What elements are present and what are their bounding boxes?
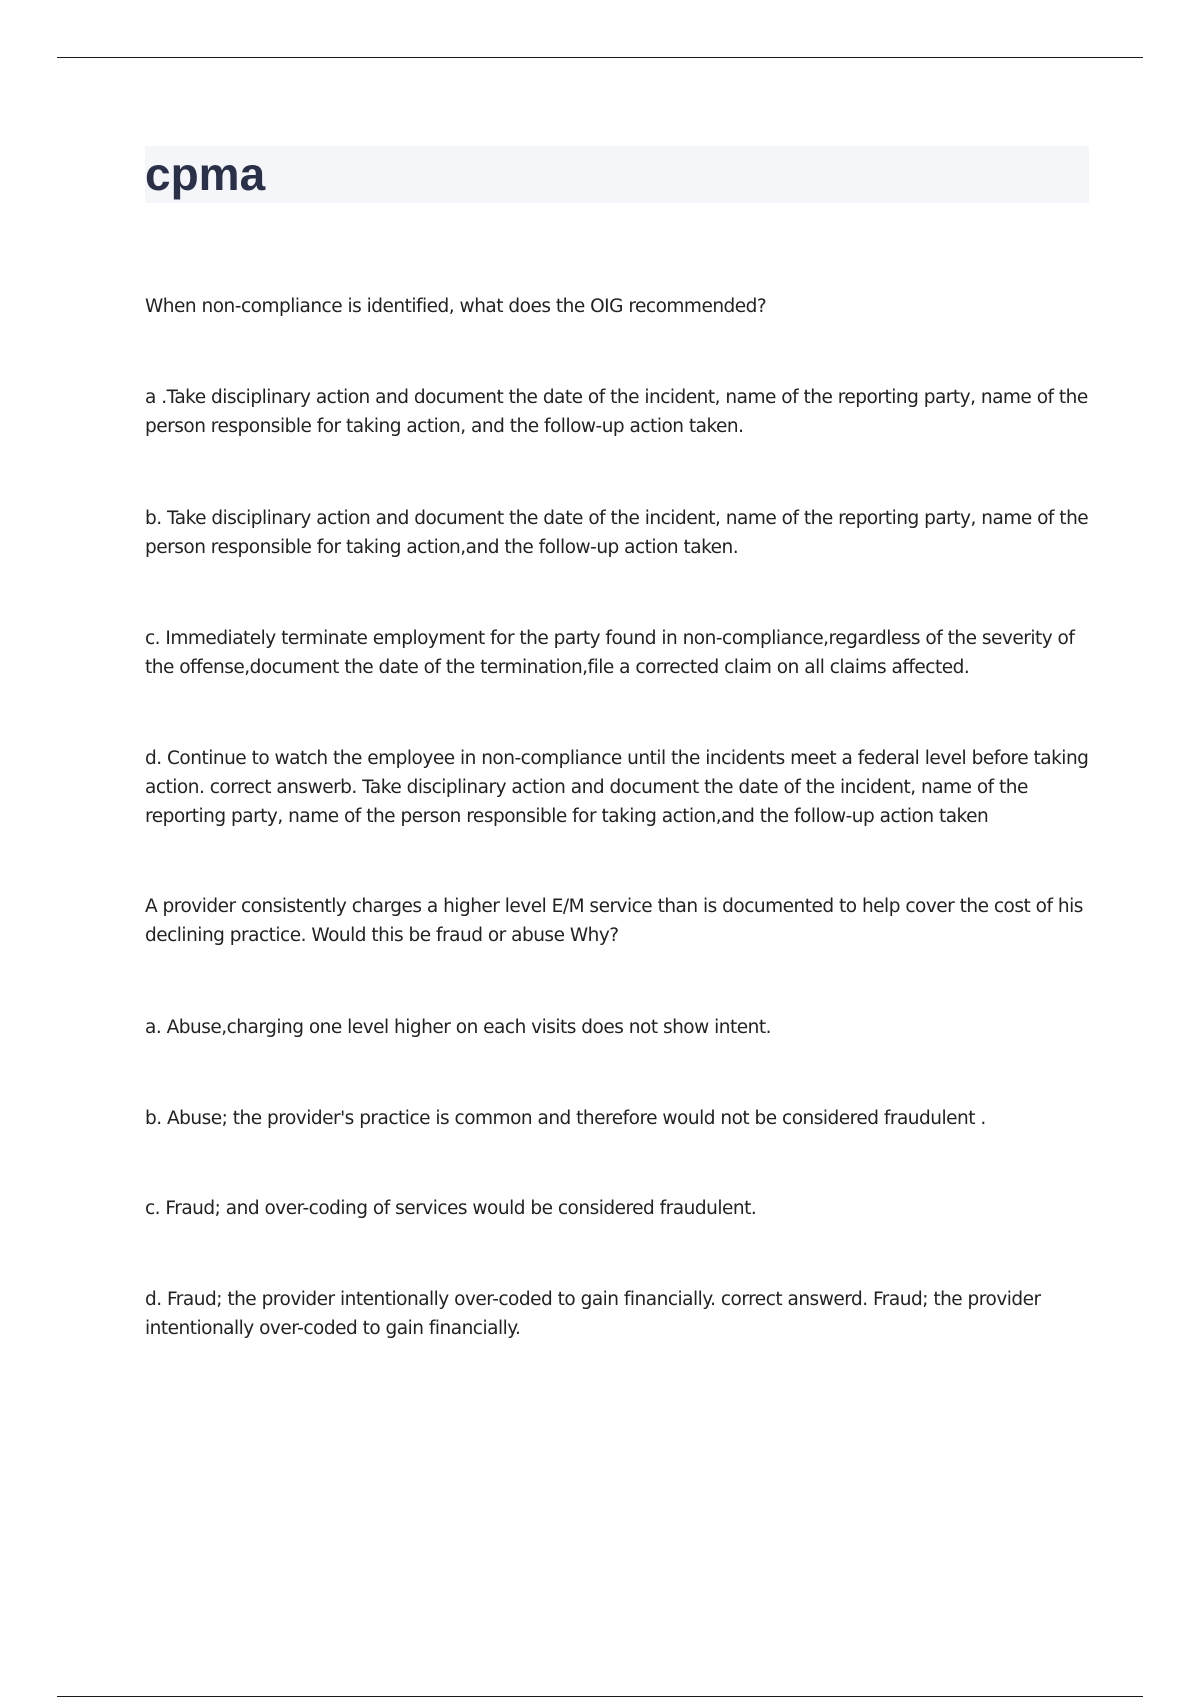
question-2-option-b: b. Abuse; the provider's practice is common and therefore would not be considered fraudulent . <box>145 1108 986 1129</box>
document-title: cpma <box>145 148 266 200</box>
question-1-option-c: c. Immediately terminate employment for the party found in non-compliance,regardless of the severity of the offense,document the date of the termination,file a corrected claim on all claims affected. <box>145 628 1075 678</box>
question-2-option-c: c. Fraud; and over-coding of services would be considered fraudulent. <box>145 1198 757 1219</box>
question-1-option-a: a .Take disciplinary action and document the date of the incident, name of the reporting party, name of the person responsible for taking action, and the follow-up action taken. <box>145 387 1088 437</box>
question-1: When non-compliance is identified, what does the OIG recommended? <box>145 296 767 317</box>
question-2-option-a: a. Abuse,charging one level higher on each visits does not show intent. <box>145 1017 772 1038</box>
question-2-option-d-answer: d. Fraud; the provider intentionally over-coded to gain financially. correct answerd. Fraud; the provider intentionally over-coded to gain financially. <box>145 1289 1041 1339</box>
question-1-option-d-answer: d. Continue to watch the employee in non-compliance until the incidents meet a federal level before taking action. correct answerb. Take disciplinary action and document the date of the incident, name of the reporting party, name of the person responsible for taking action,and the follow-up action taken <box>145 748 1089 827</box>
title-band <box>145 146 1089 203</box>
question-1-option-b: b. Take disciplinary action and document the date of the incident, name of the reporting party, name of the person responsible for taking action,and the follow-up action taken. <box>145 508 1089 558</box>
bottom-rule <box>57 1696 1143 1697</box>
question-2: A provider consistently charges a higher level E/M service than is documented to help cover the cost of his declining practice. Would this be fraud or abuse Why? <box>145 896 1083 946</box>
top-rule <box>57 57 1143 58</box>
